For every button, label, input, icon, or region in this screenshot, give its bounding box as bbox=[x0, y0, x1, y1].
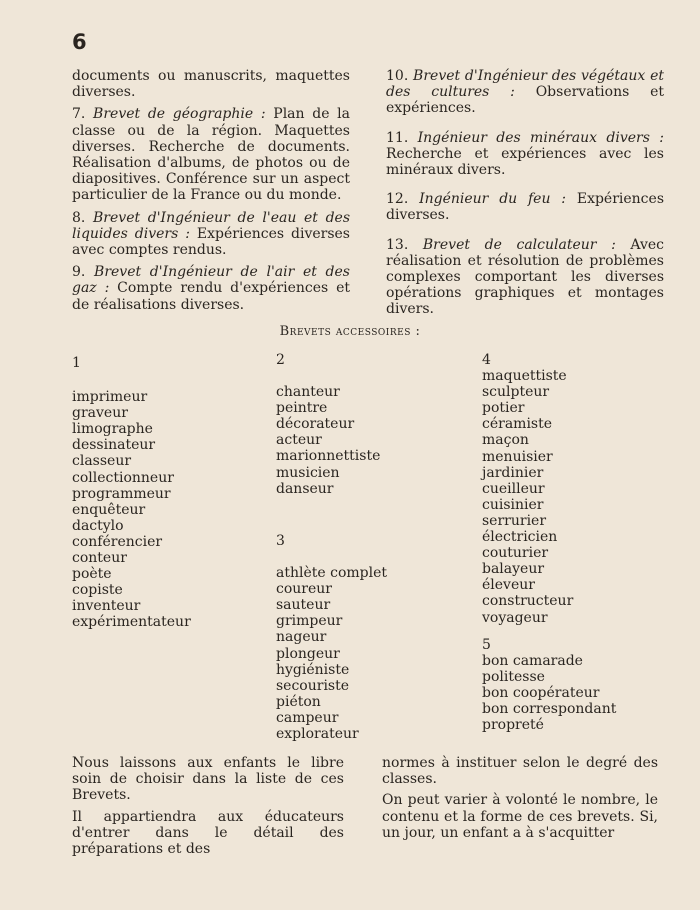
list-item: menuisier bbox=[482, 448, 553, 465]
list-item: marionnettiste bbox=[276, 448, 381, 465]
list-item: constructeur bbox=[482, 593, 574, 610]
paragraph: Il appartiendra aux éducateurs d'entrer dans le détail des préparations et des bbox=[72, 808, 344, 858]
list-item: propreté bbox=[482, 717, 544, 734]
group-list-4 bbox=[482, 352, 573, 626]
list-item: explorateur bbox=[276, 726, 359, 743]
list-item: classeur bbox=[72, 453, 132, 470]
list-item: cueilleur bbox=[482, 480, 545, 497]
paragraph: Nous laissons aux enfants le libre soin de choisir dans la liste de ces Brevets. bbox=[72, 755, 344, 804]
list-item: conteur bbox=[72, 550, 127, 567]
list-item: musicien bbox=[276, 464, 340, 481]
bottom-right-column bbox=[382, 755, 658, 846]
list-item: serrurier bbox=[482, 512, 547, 529]
group-list-3 bbox=[276, 533, 387, 742]
list-item: programmeur bbox=[72, 485, 171, 502]
list-item: chanteur bbox=[276, 384, 340, 401]
list-item: sauteur bbox=[276, 597, 331, 614]
page-number: 6 bbox=[72, 30, 87, 54]
group-list-1 bbox=[72, 355, 191, 631]
list-item: coureur bbox=[276, 581, 332, 598]
list-item: grimpeur bbox=[276, 613, 343, 630]
group-number: 5 bbox=[482, 637, 491, 653]
list-item: maquettiste bbox=[482, 368, 567, 385]
list-item: athlète complet bbox=[276, 565, 388, 582]
group-number: 3 bbox=[276, 533, 285, 549]
list-item: balayeur bbox=[482, 561, 545, 578]
list-item: nageur bbox=[276, 629, 327, 646]
list-item: conférencier bbox=[72, 533, 163, 550]
paragraph-ingenieur-mineraux: 11. Ingénieur des minéraux divers : Recherche et expériences avec les minéraux divers. bbox=[386, 129, 664, 179]
list-item: éleveur bbox=[482, 577, 535, 594]
paragraph-ingenieur-feu: 12. Ingénieur du feu : Expériences diverses. bbox=[386, 191, 664, 224]
list-item: campeur bbox=[276, 709, 339, 726]
list-item: graveur bbox=[72, 405, 128, 422]
list-item: dactylo bbox=[72, 517, 124, 534]
paragraph-brevet-eau: 8. Brevet d'Ingénieur de l'eau et des liquides divers : Expériences diverses avec comptes rendus. bbox=[72, 209, 350, 259]
list-item: enquêteur bbox=[72, 501, 146, 518]
list-item: imprimeur bbox=[72, 389, 148, 406]
list-item: hygiéniste bbox=[276, 661, 350, 678]
group-number: 2 bbox=[276, 352, 285, 368]
paragraph-brevet-vegetaux: 10. Brevet d'Ingénieur des végétaux et des cultures : Observations et expériences. bbox=[386, 68, 664, 117]
group-number: 4 bbox=[482, 352, 491, 368]
list-item: dessinateur bbox=[72, 437, 156, 454]
list-item: couturier bbox=[482, 545, 549, 562]
list-item: politesse bbox=[482, 669, 545, 686]
paragraph: documents ou manuscrits, maquettes diverses. bbox=[72, 68, 350, 101]
list-item: secouriste bbox=[276, 677, 350, 694]
list-item: inventeur bbox=[72, 598, 141, 615]
list-item: bon camarade bbox=[482, 653, 583, 670]
paragraph-brevet-calculateur: 13. Brevet de calculateur : Avec réalisation et résolution de problèmes complexes comportant les diverses opérations graphiques et montages divers. bbox=[386, 236, 665, 318]
bottom-left-column bbox=[72, 755, 344, 862]
paragraph-brevet-air: 9. Brevet d'Ingénieur de l'air et des gaz : Compte rendu d'expériences et de réalisations diverses. bbox=[72, 264, 350, 313]
paragraph: normes à instituer selon le degré des classes. bbox=[382, 755, 658, 788]
list-item: peintre bbox=[276, 400, 328, 417]
left-column bbox=[72, 68, 350, 319]
paragraph-brevet-geographie: 7. Brevet de géographie : Plan de la classe ou de la région. Maquettes diverses. Recherche de documents. Réalisation d'albums, de photos ou de diapositives. Conférence sur un aspect particulier de la France ou du monde. bbox=[72, 106, 350, 204]
list-item: potier bbox=[482, 400, 525, 417]
list-item: piéton bbox=[276, 693, 321, 710]
list-item: collectionneur bbox=[72, 469, 174, 486]
paragraph: On peut varier à volonté le nombre, le contenu et la forme de ces brevets. Si, un jour, un enfant a à s'acquitter bbox=[382, 792, 658, 841]
list-item: électricien bbox=[482, 529, 558, 546]
list-item: céramiste bbox=[482, 416, 553, 433]
group-list-2 bbox=[276, 352, 380, 497]
right-column bbox=[386, 68, 664, 331]
list-item: poète bbox=[72, 566, 112, 583]
list-item: maçon bbox=[482, 432, 529, 449]
list-item: bon correspondant bbox=[482, 701, 617, 718]
section-heading: Brevets accessoires : bbox=[279, 324, 421, 339]
list-item: voyageur bbox=[482, 609, 548, 626]
list-item: expérimentateur bbox=[72, 614, 191, 631]
list-item: bon coopérateur bbox=[482, 685, 600, 702]
list-item: danseur bbox=[276, 480, 334, 497]
list-item: décorateur bbox=[276, 416, 355, 433]
group-list-5 bbox=[482, 637, 616, 734]
list-item: sculpteur bbox=[482, 384, 550, 401]
list-item: copiste bbox=[72, 582, 123, 599]
group-number: 1 bbox=[72, 355, 81, 371]
list-item: limographe bbox=[72, 421, 153, 438]
list-item: acteur bbox=[276, 432, 322, 449]
list-item: plongeur bbox=[276, 645, 340, 662]
list-item: cuisinier bbox=[482, 496, 544, 513]
list-item: jardinier bbox=[482, 464, 544, 481]
